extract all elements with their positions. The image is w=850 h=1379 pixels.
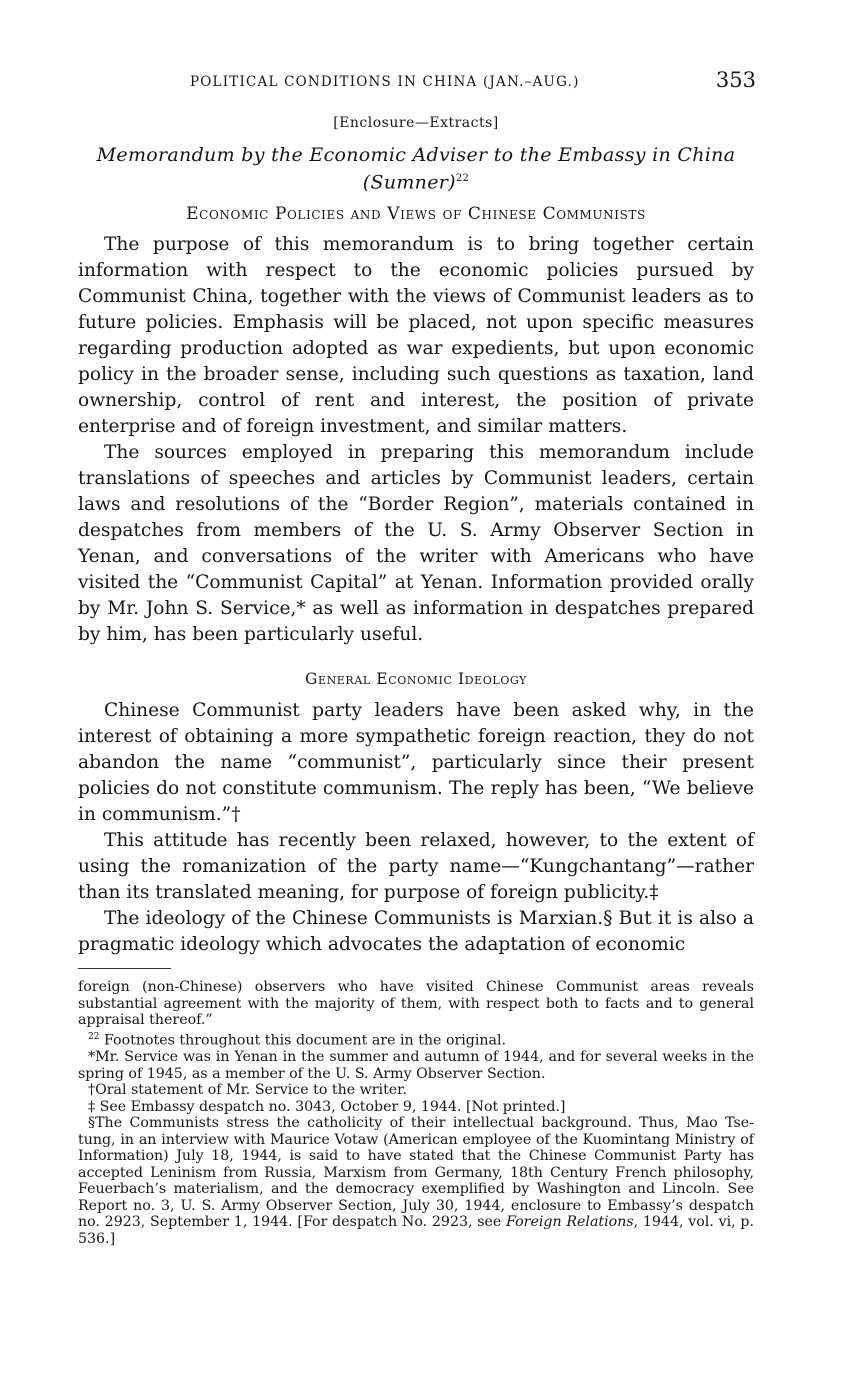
section-general-ideology-body	[78, 698, 754, 958]
footnote-ref-22: 22	[455, 173, 470, 184]
footnote-dagger: †Oral statement of Mr. Service to the writer.	[88, 1082, 407, 1099]
footnote-22	[78, 1029, 754, 1049]
enclosure-label: [Enclosure—Extracts]	[333, 115, 499, 131]
running-title: POLITICAL CONDITIONS IN CHINA (JAN.–AUG.)	[190, 74, 580, 90]
section-heading-general-ideology: General Economic Ideology	[304, 670, 528, 689]
footnotes	[78, 979, 754, 1247]
paragraph: The ideology of the Chinese Communists is Marxian.§ But it is also a pragmatic ideology which advocates the adaptation of economic	[78, 908, 754, 956]
running-header	[78, 62, 754, 102]
memo-title-block	[78, 143, 754, 194]
footnote-section-end: , 1944, vol. vi, p. 536.]	[78, 1214, 754, 1247]
footnote-double-dagger: ‡ See Embassy despatch no. 3043, October 9, 1944. [Not printed.]	[88, 1098, 566, 1115]
paragraph: Chinese Communist party leaders have been asked why, in the interest of obtaining a more sympathetic foreign reaction, they do not abandon the name “communist”, particularly since their present policies do not constitute communism. The reply has been, “We believe in communism.”†	[78, 700, 754, 826]
memo-author-line	[78, 167, 754, 194]
footnote-continued: foreign (non-Chinese) observers who have visited Chinese Communist areas reveals substantial agreement with the majority of them, with respect both to facts and to general appraisal thereof.”	[78, 979, 754, 1029]
section-heading-economic-policies: Economic Policies and Views of Chinese Communists	[186, 204, 646, 225]
memo-author: (Sumner)	[362, 171, 456, 194]
paragraph: The purpose of this memorandum is to bring together certain information with respect to the economic policies pursued by Communist China, together with the views of Communist leaders as to future policies. Emphasis will be placed, not upon specific measures regarding production adopted as war expedients, but upon economic policy in the broader sense, including such questions as taxation, land ownership, control of rent and interest, the position of private enterprise and of foreign investment, and similar matters.	[78, 234, 754, 438]
footnote-divider	[78, 968, 171, 969]
paragraph: This attitude has recently been relaxed, however, to the extent of using the romanization of the party name—“Kungchantang”—rather than its translated meaning, for purpose of foreign publicity.‡	[78, 830, 754, 904]
footnote-section-text: §The Communists stress the catholicity of their intellectual background. Thus, Mao Tse-tung, in an interview with Maurice Votaw (American employee of the Kuomintang Ministry of Information) July 18, 1944, is said to have stated that the Chinese Communist Party has accepted Leninism from Russia, Marxism from Germany, 18th Century French philosophy, Feuerbach’s materialism, and the democracy exemplified by Washington and Lincoln. See Report no. 3, U. S. Army Observer Section, July 30, 1944, enclosure to Embassy’s despatch no. 2923, September 1, 1944. [For despatch No. 2923, see	[78, 1115, 754, 1231]
paragraph: The sources employed in preparing this memorandum include translations of speeches and articles by Communist leaders, certain laws and resolutions of the “Border Region”, materials contained in despatches from members of the U. S. Army Observer Section in Yenan, and conversations of the writer with Americans who have visited the “Communist Capital” at Yenan. Information provided orally by Mr. John S. Service,* as well as information in despatches prepared by him, has been particularly useful.	[78, 442, 754, 646]
footnote-section	[78, 1115, 754, 1247]
footnote-star: *Mr. Service was in Yenan in the summer and autumn of 1944, and for several weeks in the spring of 1945, as a member of the U. S. Army Observer Section.	[78, 1049, 754, 1082]
footnote-section-italic: Foreign Relations	[506, 1214, 634, 1231]
page-number: 353	[715, 68, 756, 92]
document-page	[78, 62, 754, 1247]
section-economic-policies-body	[78, 232, 754, 648]
memo-title: Memorandum by the Economic Adviser to the Embassy in China	[96, 144, 736, 166]
footnote-22-text: Footnotes throughout this document are in the original.	[99, 1032, 507, 1049]
footnote-22-marker: 22	[88, 1031, 100, 1042]
